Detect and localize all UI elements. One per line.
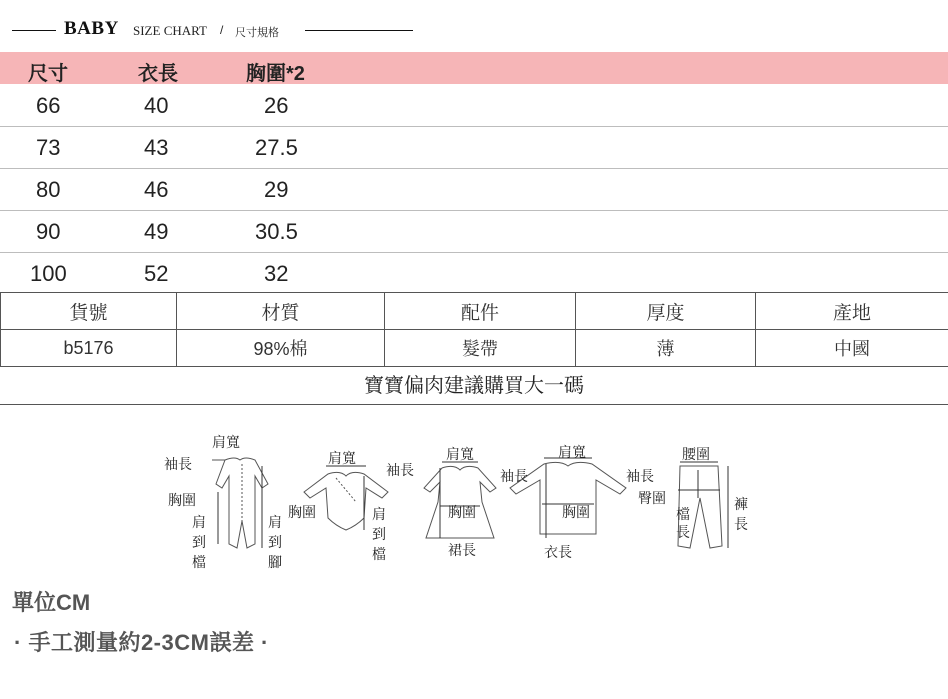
pants-length-label-1: 褲: [734, 498, 748, 513]
dress-sleeve-label: 袖長: [500, 470, 528, 485]
jumpsuit-crotch-label-2: 到: [192, 536, 206, 551]
size-chart-subtitle: SIZE CHART: [133, 23, 207, 38]
bodysuit-crotch-label-2: 到: [372, 528, 386, 543]
dress-chest-label: 胸圍: [448, 506, 476, 521]
info-header-thickness: 厚度: [576, 293, 756, 330]
info-material: 98%棉: [177, 330, 385, 367]
chest-cell: 30.5: [255, 219, 298, 244]
pants-crotch-label-2: 長: [676, 526, 690, 541]
header-length: 衣長: [138, 63, 178, 85]
size-cell: 100: [30, 261, 67, 286]
measurement-error-note: · 手工測量約2-3CM誤差 ·: [14, 630, 269, 655]
header-slash: /: [220, 23, 224, 37]
info-header-row: [1, 293, 948, 330]
chest-cell: 32: [264, 261, 289, 286]
length-cell: 46: [144, 177, 169, 202]
info-header-material: 材質: [177, 293, 385, 330]
jumpsuit-foot-label-1: 肩: [268, 516, 282, 531]
jumpsuit-foot-label-3: 腳: [268, 556, 282, 571]
length-cell: 49: [144, 219, 169, 244]
info-header-accessory: 配件: [385, 293, 576, 330]
top-length-label: 衣長: [544, 546, 572, 561]
info-accessory: 髮帶: [385, 330, 576, 367]
jumpsuit-outline: [212, 458, 268, 548]
size-row: [0, 252, 948, 294]
info-value-row: [1, 330, 948, 367]
size-row: [0, 126, 948, 169]
info-thickness: 薄: [576, 330, 756, 367]
jumpsuit-chest-label: 胸圍: [168, 494, 196, 509]
size-chart-chinese-title: 尺寸規格: [235, 27, 279, 39]
header-rule-left: [12, 30, 56, 31]
measurement-diagrams: [150, 426, 770, 576]
size-advice-note: 寶寶偏肉建議購買大一碼: [0, 368, 948, 405]
jumpsuit-crotch-label-3: 檔: [192, 556, 206, 571]
top-chest-label: 胸圍: [562, 506, 590, 521]
size-cell: 66: [36, 93, 61, 118]
size-chart-header: [0, 14, 948, 48]
size-row: [0, 210, 948, 253]
size-cell: 80: [36, 177, 61, 202]
header-rule-right: [305, 30, 413, 31]
top-sleeve-label: 袖長: [626, 470, 654, 485]
header-chest: 胸圍*2: [246, 63, 305, 85]
bodysuit-sleeve-label: 袖長: [386, 464, 414, 479]
bodysuit-chest-label: 胸圍: [288, 506, 316, 521]
size-row: [0, 168, 948, 211]
size-cell: 90: [36, 219, 61, 244]
bodysuit-crotch-label-3: 檔: [372, 548, 386, 563]
pants-crotch-label-1: 檔: [676, 508, 690, 523]
jumpsuit-foot-label-2: 到: [268, 536, 282, 551]
size-cell: 73: [36, 135, 61, 160]
length-cell: 40: [144, 93, 169, 118]
info-item-no: b5176: [1, 330, 177, 367]
product-info-table: [0, 292, 948, 367]
bodysuit-shoulder-label: 肩寬: [328, 452, 356, 467]
unit-label: 單位CM: [12, 590, 91, 615]
chest-cell: 27.5: [255, 135, 298, 160]
jumpsuit-shoulder-label: 肩寬: [212, 436, 240, 451]
info-header-item-no: 貨號: [1, 293, 177, 330]
dress-skirt-length-label: 裙長: [448, 544, 476, 559]
dress-outline: [424, 462, 496, 538]
size-row: [0, 84, 948, 127]
dress-shoulder-label: 肩寬: [446, 448, 474, 463]
info-origin: 中國: [756, 330, 948, 367]
brand-title: BABY: [64, 18, 119, 39]
pants-hip-label: 臀圍: [638, 492, 666, 507]
top-shoulder-label: 肩寬: [558, 446, 586, 461]
pants-length-label-2: 長: [734, 518, 748, 533]
chest-cell: 29: [264, 177, 289, 202]
jumpsuit-sleeve-label: 袖長: [164, 458, 192, 473]
chest-cell: 26: [264, 93, 289, 118]
bodysuit-crotch-label-1: 肩: [372, 508, 386, 523]
info-header-origin: 產地: [756, 293, 948, 330]
header-size: 尺寸: [28, 63, 68, 85]
length-cell: 43: [144, 135, 169, 160]
length-cell: 52: [144, 261, 169, 286]
size-table-header: [0, 52, 948, 84]
pants-waist-label: 腰圍: [682, 448, 710, 463]
jumpsuit-crotch-label-1: 肩: [192, 516, 206, 531]
